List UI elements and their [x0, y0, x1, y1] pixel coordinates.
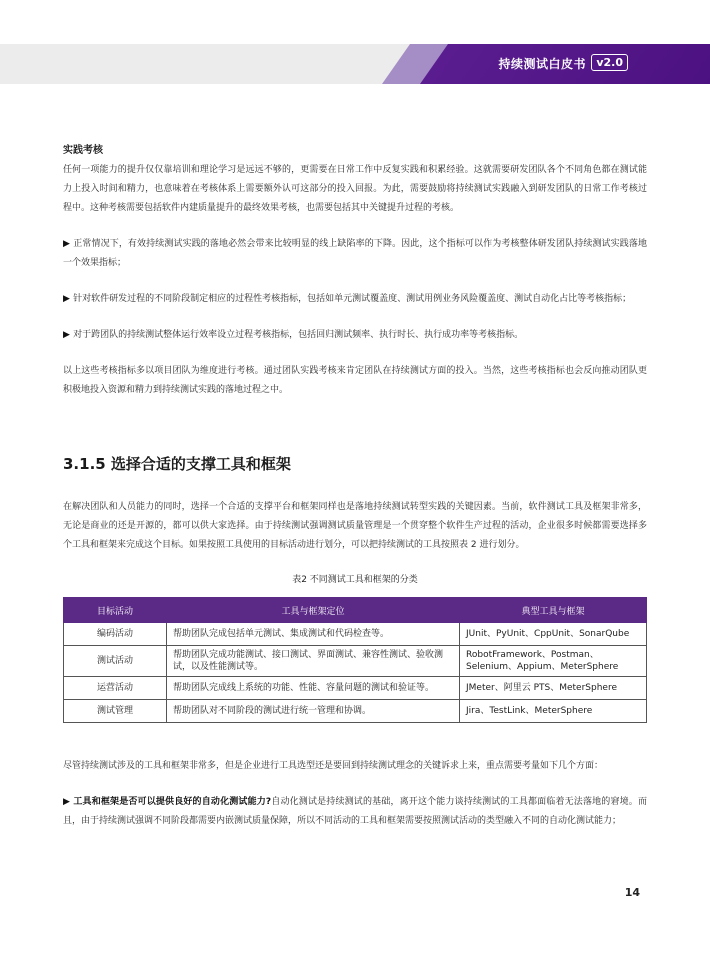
practice-bullet [63, 290, 647, 309]
table-header-cell: 典型工具与框架 [460, 598, 647, 623]
bullet-text: 自动化测试是持续测试的基础，离开这个能力谈持续测试的工具都面临着无法落地的窘境。而且，由于持续测试强调不同阶段都需要内嵌测试质量保障，所以不同活动的工具和框架需要按照测试活动的类型融入不同的自动化测试能力； [63, 797, 647, 826]
bullet-text: 针对软件研发过程的不同阶段制定相应的过程性考核指标，包括如单元测试覆盖度、测试用例业务风险覆盖度、测试自动化占比等考核指标； [73, 294, 632, 304]
section-intro: 在解决团队和人员能力的同时，选择一个合适的支撑平台和框架同样也是落地持续测试转型实践的关键因素。当前，软件测试工具及框架非常多，无论是商业的还是开源的，都可以供大家选择。由于持续测试强调测试质量管理是一个贯穿整个软件生产过程的活动，企业很多时候都需要选择多个工具和框架来完成这个目标。如果按照工具使用的目标活动进行划分，可以把持续测试的工具按照表 2 进行划分。 [63, 502, 647, 550]
practice-intro: 任何一项能力的提升仅仅靠培训和理论学习是远远不够的，更需要在日常工作中反复实践和积累经验。这就需要研发团队各个不同角色都在测试能力上投入时间和精力，也意味着在考核体系上需要额外认可这部分的投入回报。为此，需要鼓励将持续测试实践融入到研发团队的日常工作考核过程中。这种考核需要包括软件内建质量提升的最终效果考核，也需要包括其中关键提升过程的考核。 [63, 165, 647, 213]
bullet-arrow-icon: ▶ [63, 797, 74, 807]
table-row [64, 646, 647, 677]
table-row [64, 677, 647, 700]
bullet-text: 对于跨团队的持续测试整体运行效率设立过程考核指标，包括回归测试频率、执行时长、执行成功率等考核指标。 [73, 330, 524, 340]
table-cell: 编码活动 [64, 623, 167, 646]
section-title: 3.1.5 选择合适的支撑工具和框架 [63, 455, 291, 473]
table-row [64, 623, 647, 646]
table-header-cell: 工具与框架定位 [167, 598, 460, 623]
table-row [64, 700, 647, 723]
page-header [0, 44, 710, 84]
table-cell: RobotFramework、Postman、Selenium、Appium、MeterSphere [460, 646, 647, 677]
closing-bullet [63, 793, 647, 831]
bullet-arrow-icon: ▶ [63, 294, 74, 304]
table-caption: 表2 不同测试工具和框架的分类 [292, 575, 418, 585]
table-cell: 运营活动 [64, 677, 167, 700]
table-cell: 测试管理 [64, 700, 167, 723]
table-cell: 帮助团队完成包括单元测试、集成测试和代码检查等。 [167, 623, 460, 646]
version-badge: v2.0 [591, 54, 628, 71]
table-cell: 帮助团队完成功能测试、接口测试、界面测试、兼容性测试、验收测试，以及性能测试等。 [167, 646, 460, 677]
bullet-lead: 工具和框架是否可以提供良好的自动化测试能力? [73, 797, 272, 807]
table-cell: 测试活动 [64, 646, 167, 677]
tools-table [63, 597, 647, 723]
table-cell: 帮助团队完成线上系统的功能、性能、容量问题的测试和验证等。 [167, 677, 460, 700]
table-cell: Jira、TestLink、MeterSphere [460, 700, 647, 723]
closing-intro: 尽管持续测试涉及的工具和框架非常多，但是企业进行工具选型还是要回到持续测试理念的关键诉求上来，重点需要考量如下几个方面： [63, 761, 604, 771]
bullet-text: 正常情况下，有效持续测试实践的落地必然会带来比较明显的线上缺陷率的下降。因此，这个指标可以作为考核整体研发团队持续测试实践落地一个效果指标； [63, 239, 647, 268]
table-cell: 帮助团队对不同阶段的测试进行统一管理和协调。 [167, 700, 460, 723]
table-header-cell: 目标活动 [64, 598, 167, 623]
table-header-row [64, 598, 647, 623]
bullet-arrow-icon: ▶ [63, 330, 74, 340]
practice-summary: 以上这些考核指标多以项目团队为维度进行考核。通过团队实践考核来肯定团队在持续测试方面的投入。当然，这些考核指标也会反向推动团队更积极地投入资源和精力到持续测试实践的落地过程之中。 [63, 366, 647, 395]
practice-heading: 实践考核 [63, 145, 103, 156]
table-cell: JMeter、阿里云 PTS、MeterSphere [460, 677, 647, 700]
bullet-arrow-icon: ▶ [63, 239, 74, 249]
page-number: 14 [624, 886, 640, 899]
document-title: 持续测试白皮书 [498, 57, 586, 71]
table-cell: JUnit、PyUnit、CppUnit、SonarQube [460, 623, 647, 646]
practice-bullet [63, 326, 647, 345]
practice-bullet [63, 235, 647, 273]
page-content [63, 141, 647, 848]
